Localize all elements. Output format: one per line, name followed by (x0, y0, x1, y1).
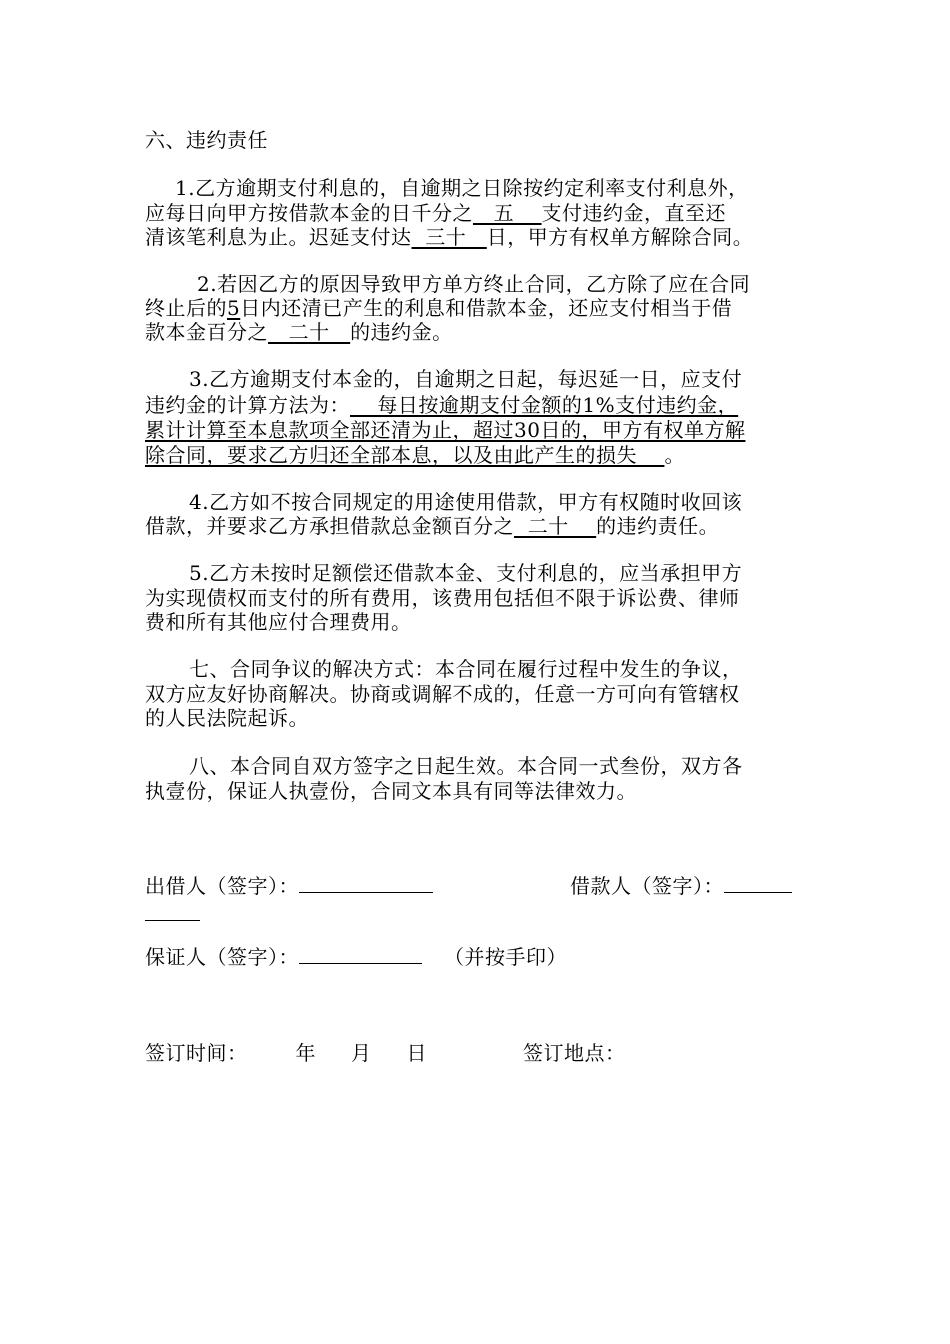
borrower-signature-label: 借款人（签字）： (570, 874, 724, 898)
clause1-line2: 应每日向甲方按借款本金的日千分之 五 支付违约金，直至还 (145, 201, 727, 225)
clause5-line3: 费和所有其他应付合理费用。 (145, 610, 412, 634)
date-place-row (145, 1041, 835, 1065)
clause8-line1: 八、本合同自双方签字之日起生效。本合同一式叁份，双方各 (189, 754, 743, 778)
repay-days-blank: 5 (227, 296, 241, 320)
clause4-line1: 4.乙方如不按合同规定的用途使用借款，甲方有权随时收回该 (189, 490, 743, 514)
clause5-line1: 5.乙方未按时足额偿还借款本金、支付利息的，应当承担甲方 (189, 561, 743, 585)
lender-signature-blank[interactable] (299, 874, 433, 893)
clause8-line2: 执壹份，保证人执壹份，合同文本具有同等法律效力。 (145, 779, 637, 803)
clause3-line2: 违约金的计算方法为： 每日按逾期支付金额的1%支付违约金， (145, 393, 739, 417)
daily-rate-blank: 五 (473, 201, 542, 225)
year-label: 年 (295, 1041, 316, 1065)
clause2-line1: 2.若因乙方的原因导致甲方单方终止合同，乙方除了应在合同 (197, 272, 751, 296)
clause1-line3: 清该笔利息为止。迟延支付达 三十 日，甲方有权单方解除合同。 (145, 225, 754, 249)
penalty-percent-blank: 二十 (268, 320, 351, 344)
month-label: 月 (351, 1041, 372, 1065)
clause3-line1: 3.乙方逾期支付本金的，自逾期之日起，每迟延一日，应支付 (189, 367, 743, 391)
lender-signature-label: 出借人（签字）： (145, 874, 299, 898)
clause4-line2: 借款，并要求乙方承担借款总金额百分之 二十 的违约责任。 (145, 514, 720, 538)
clause3-line4: 除合同，要求乙方归还全部本息，以及由此产生的损失 。 (145, 443, 685, 467)
clause3-line3: 累计计算至本息款项全部还清为止，超过30日的，甲方有权单方解 (145, 418, 746, 442)
date-label: 签订时间： (145, 1041, 248, 1065)
borrower-signature-blank[interactable] (724, 874, 792, 893)
clause7-line2: 双方应友好协商解决。协商或调解不成的，任意一方可向有管辖权 (145, 682, 740, 706)
clause2-line2: 终止后的5日内还清已产生的利息和借款本金，还应支付相当于借 (145, 296, 733, 320)
guarantor-signature-label: 保证人（签字）： (145, 945, 299, 969)
penalty-method-blank: 每日按逾期支付金额的1%支付违约金， (350, 393, 739, 417)
place-label: 签订地点： (523, 1041, 626, 1065)
delay-days-blank: 三十 (411, 225, 487, 249)
borrower-signature-row (570, 874, 820, 898)
fingerprint-note: （并按手印） (444, 945, 567, 969)
section-heading-breach: 六、违约责任 (145, 128, 268, 152)
clause5-line2: 为实现债权而支付的所有费用，该费用包括但不限于诉讼费、律师 (145, 586, 740, 610)
guarantor-signature-blank[interactable] (299, 945, 422, 964)
clause7-line3: 的人民法院起诉。 (145, 706, 309, 730)
clause2-line3: 款本金百分之 二十 的违约金。 (145, 320, 453, 344)
day-label: 日 (406, 1041, 427, 1065)
clause1-line1: 1.乙方逾期支付利息的，自逾期之日除按约定利率支付利息外， (175, 176, 749, 200)
clause7-line1: 七、合同争议的解决方式：本合同在履行过程中发生的争议， (189, 657, 743, 681)
borrower-signature-blank-continued[interactable] (145, 902, 200, 921)
misuse-percent-blank: 二十 (514, 514, 597, 538)
guarantor-signature-row (145, 945, 835, 969)
